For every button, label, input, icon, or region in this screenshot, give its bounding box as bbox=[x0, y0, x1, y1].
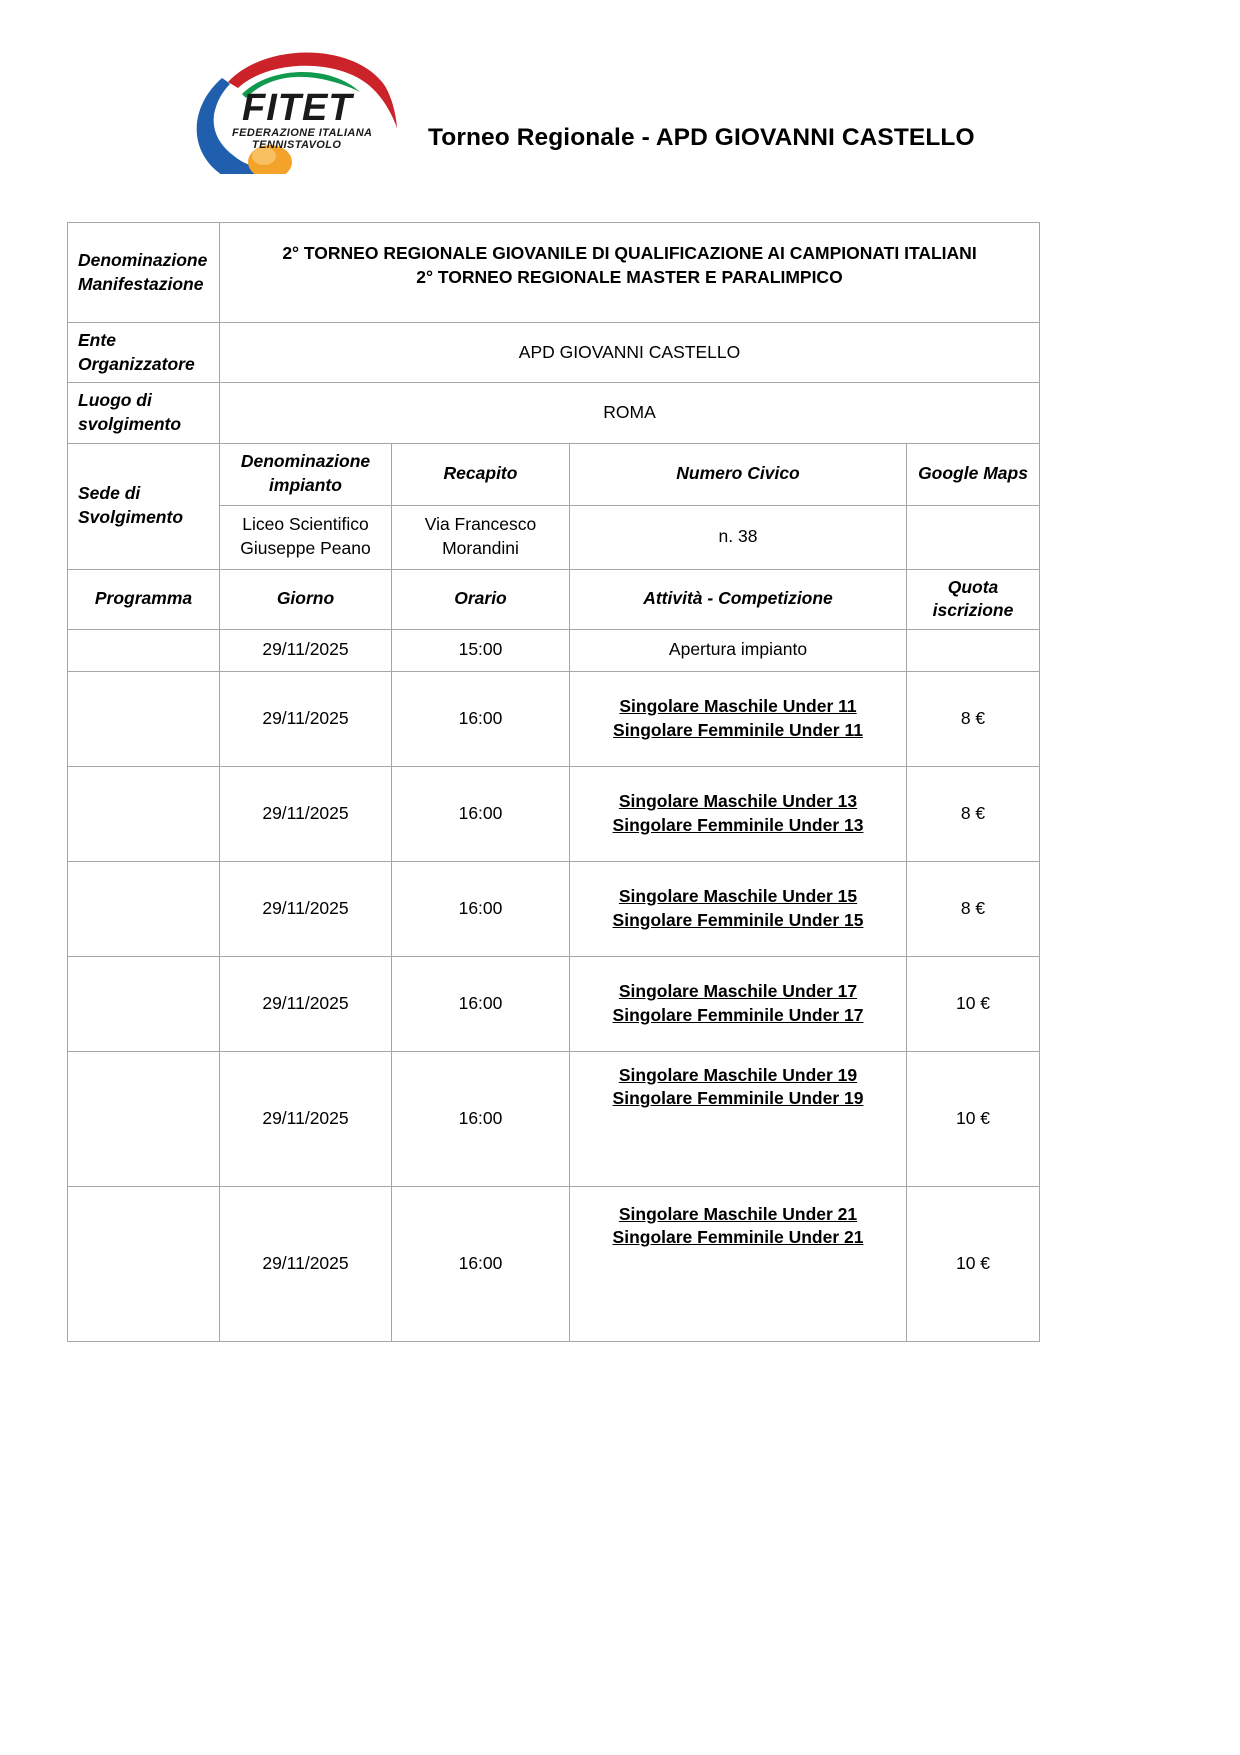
attivita-line-2: Singolare Femminile Under 15 bbox=[612, 909, 864, 930]
cell-attivita bbox=[570, 1186, 907, 1341]
header-line-2: iscrizione bbox=[932, 600, 1014, 621]
cell-giorno: 29/11/2025 bbox=[220, 1051, 392, 1186]
denominazione-line-2: 2° TORNEO REGIONALE MASTER E PARALIMPICO bbox=[416, 266, 843, 287]
header-line-2: impianto bbox=[269, 475, 342, 495]
attivita-line-1: Singolare Maschile Under 21 bbox=[618, 1203, 858, 1224]
cell-attivita bbox=[570, 1051, 907, 1186]
cell-orario: 16:00 bbox=[392, 956, 570, 1051]
label-sede-svolgimento bbox=[68, 443, 220, 569]
label-line-1: Sede di bbox=[78, 483, 141, 504]
tournament-table bbox=[67, 222, 1040, 1342]
cell-giorno: 29/11/2025 bbox=[220, 861, 392, 956]
header-denominazione-impianto bbox=[220, 443, 392, 505]
row-sede-header bbox=[68, 443, 1040, 505]
cell-quota: 10 € bbox=[907, 956, 1040, 1051]
label-line-2: svolgimento bbox=[78, 413, 182, 434]
row-ente-organizzatore bbox=[68, 323, 1040, 383]
tournament-details-sheet bbox=[67, 222, 1039, 1342]
value-denominazione-manifestazione bbox=[220, 223, 1040, 323]
programma-spacer-cell bbox=[68, 861, 220, 956]
logo-acronym: FITET bbox=[242, 87, 353, 129]
cell-attivita bbox=[570, 766, 907, 861]
header-giorno: Giorno bbox=[220, 569, 392, 629]
label-denominazione-manifestazione bbox=[68, 223, 220, 323]
programma-spacer-cell bbox=[68, 1186, 220, 1341]
value-recapito bbox=[392, 505, 570, 569]
attivita-line-2: Singolare Femminile Under 11 bbox=[613, 719, 863, 740]
cell-quota: 10 € bbox=[907, 1186, 1040, 1341]
attivita-line-1: Singolare Maschile Under 15 bbox=[618, 886, 858, 907]
cell-quota: 8 € bbox=[907, 766, 1040, 861]
attivita-line-2: Singolare Femminile Under 13 bbox=[612, 814, 864, 835]
cell-attivita: Apertura impianto bbox=[570, 629, 907, 671]
cell-attivita bbox=[570, 956, 907, 1051]
header-line-1: Quota bbox=[947, 576, 999, 597]
label-line-2: Svolgimento bbox=[78, 507, 184, 527]
label-luogo-svolgimento bbox=[68, 383, 220, 443]
header-attivita-competizione: Attività - Competizione bbox=[570, 569, 907, 629]
logo-line1: FEDERAZIONE ITALIANA bbox=[232, 127, 373, 139]
value-numero-civico: n. 38 bbox=[570, 505, 907, 569]
attivita-line-2: Singolare Femminile Under 17 bbox=[612, 1004, 864, 1025]
label-line-2: Manifestazione bbox=[78, 273, 204, 294]
programma-spacer-cell bbox=[68, 766, 220, 861]
header-numero-civico: Numero Civico bbox=[570, 443, 907, 505]
programma-spacer-cell bbox=[68, 956, 220, 1051]
value-luogo-svolgimento: ROMA bbox=[220, 383, 1040, 443]
table-row bbox=[68, 671, 1040, 766]
label-line-1: Denominazione bbox=[78, 249, 208, 270]
label-line-2: Organizzatore bbox=[78, 353, 195, 374]
header-quota-iscrizione bbox=[907, 569, 1040, 629]
cell-giorno: 29/11/2025 bbox=[220, 956, 392, 1051]
cell-orario: 16:00 bbox=[392, 861, 570, 956]
header-orario: Orario bbox=[392, 569, 570, 629]
table-row bbox=[68, 629, 1040, 671]
cell-orario: 16:00 bbox=[392, 766, 570, 861]
cell-quota: 8 € bbox=[907, 671, 1040, 766]
programma-spacer-cell bbox=[68, 1051, 220, 1186]
attivita-line-1: Singolare Maschile Under 19 bbox=[618, 1064, 858, 1085]
cell-quota: 8 € bbox=[907, 861, 1040, 956]
label-line-1: Ente bbox=[78, 330, 116, 350]
attivita-line-1: Singolare Maschile Under 13 bbox=[618, 791, 858, 812]
table-row bbox=[68, 1186, 1040, 1341]
cell-giorno: 29/11/2025 bbox=[220, 1186, 392, 1341]
programma-spacer-cell bbox=[68, 629, 220, 671]
header-google-maps: Google Maps bbox=[907, 443, 1040, 505]
row-programma-header bbox=[68, 569, 1040, 629]
row-denominazione bbox=[68, 223, 1040, 323]
cell-orario: 16:00 bbox=[392, 671, 570, 766]
fitet-logo bbox=[170, 44, 440, 174]
cell-quota: 10 € bbox=[907, 1051, 1040, 1186]
logo-line2: TENNISTAVOLO bbox=[252, 139, 342, 151]
attivita-line-1: Singolare Maschile Under 17 bbox=[618, 981, 858, 1002]
label-programma: Programma bbox=[68, 569, 220, 629]
cell-orario: 16:00 bbox=[392, 1051, 570, 1186]
table-row bbox=[68, 1051, 1040, 1186]
label-ente-organizzatore bbox=[68, 323, 220, 383]
row-luogo-svolgimento bbox=[68, 383, 1040, 443]
cell-attivita bbox=[570, 671, 907, 766]
cell-giorno: 29/11/2025 bbox=[220, 629, 392, 671]
value-ente-organizzatore: APD GIOVANNI CASTELLO bbox=[220, 323, 1040, 383]
programma-spacer-cell bbox=[68, 671, 220, 766]
cell-orario: 15:00 bbox=[392, 629, 570, 671]
table-row bbox=[68, 956, 1040, 1051]
value-denominazione-impianto bbox=[220, 505, 392, 569]
cell-attivita bbox=[570, 861, 907, 956]
label-line-1: Luogo di bbox=[78, 390, 152, 411]
cell-orario: 16:00 bbox=[392, 1186, 570, 1341]
attivita-line-1: Singolare Maschile Under 11 bbox=[619, 696, 857, 717]
table-row bbox=[68, 861, 1040, 956]
impianto-line-1: Liceo Scientifico bbox=[242, 514, 369, 535]
page-header bbox=[0, 0, 1240, 180]
recapito-line-2: Morandini bbox=[442, 538, 519, 558]
attivita-line-2: Singolare Femminile Under 21 bbox=[612, 1227, 864, 1248]
cell-giorno: 29/11/2025 bbox=[220, 766, 392, 861]
header-recapito: Recapito bbox=[392, 443, 570, 505]
table-row bbox=[68, 766, 1040, 861]
recapito-line-1: Via Francesco bbox=[424, 514, 537, 535]
value-google-maps-link[interactable] bbox=[907, 505, 1040, 569]
attivita-line-2: Singolare Femminile Under 19 bbox=[612, 1088, 864, 1109]
impianto-line-2: Giuseppe Peano bbox=[240, 538, 371, 558]
document-title: Torneo Regionale - APD GIOVANNI CASTELLO bbox=[428, 124, 975, 151]
header-line-1: Denominazione bbox=[240, 451, 371, 472]
cell-giorno: 29/11/2025 bbox=[220, 671, 392, 766]
cell-quota bbox=[907, 629, 1040, 671]
denominazione-line-1: 2° TORNEO REGIONALE GIOVANILE DI QUALIFICAZIONE AI CAMPIONATI ITALIANI bbox=[282, 242, 977, 263]
